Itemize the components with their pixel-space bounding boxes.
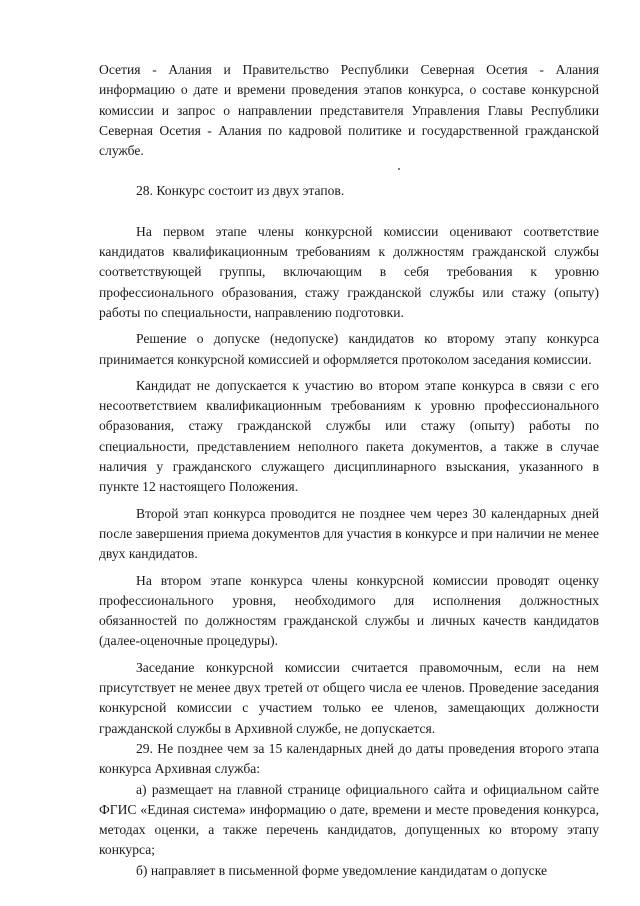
paragraph-second-stage-timing: Второй этап конкурса проводится не позднее чем через 30 календарных дней после завершения приема документов для участия в конкурсе и при наличии не менее двух кандидатов. xyxy=(99,505,600,562)
paragraph-item-a: а) размещает на главной странице официального сайта и официальном сайте ФГИС «Единая система» информацию о дате, времени и месте проведения конкурса, методах оценки, а также перечень кандидатов, допущенных ко второму этапу конкурса; xyxy=(99,781,599,858)
document-body xyxy=(99,60,599,881)
paragraph-non-admission: Кандидат не допускается к участию во втором этапе конкурса в связи с его несоответствием квалификационным требованиям к уровню профессионального образования, стажу гражданской службы или стажу (опыту) работы по специальности, представлением неполного пакета документов, а также в случае наличия у гражданского служащего дисциплинарного взыскания, указанного в пункте 12 настоящего Положения. xyxy=(99,377,599,495)
paragraph-admission-decision: Решение о допуске (недопуске) кандидатов ко второму этапу конкурса принимается конкурсной комиссией и оформляется протоколом заседания комиссии. xyxy=(99,331,599,367)
paragraph-item-b: б) направляет в письменной форме уведомление кандидатам о допуске xyxy=(136,862,548,878)
paragraph-quorum: Заседание конкурсной комиссии считается правомочным, если на нем присутствует не менее двух третей от общего числа ее членов. Проведение заседания конкурсной комиссии с участием только ее членов, замещающих должности гражданской службы в Архивной службе, не допускается. xyxy=(99,659,599,736)
paragraph-first-stage: На первом этапе члены конкурсной комиссии оценивают соответствие кандидатов квалификационным требованиям к должностям гражданской службы соответствующей группы, включающим в себя требования к уровню профессионального образования, стажу гражданской службы или стажу (опыту) работы по специальности, направлению подготовки. xyxy=(99,223,599,320)
paragraph-second-stage-assessment: На втором этапе конкурса члены конкурсной комиссии проводят оценку профессионального уровня, необходимого для исполнения должностных обязанностей по должностям гражданской службы и личных качеств кандидатов (далее-оценочные процедуры). xyxy=(99,572,599,649)
paragraph-continuation: Осетия - Алания и Правительство Республики Северная Осетия - Алания информацию о дате и времени проведения этапов конкурса, о составе конкурсной комиссии и запрос о направлении представителя Управления Главы Республики Северная Осетия - Алания по кадровой политике и государственной гражданской службе. xyxy=(99,62,599,159)
paragraph-clause-28: 28. Конкурс состоит из двух этапов. xyxy=(136,183,345,199)
paragraph-clause-29: 29. Не позднее чем за 15 календарных дней до даты проведения второго этапа конкурса Архивная служба: xyxy=(99,740,599,777)
